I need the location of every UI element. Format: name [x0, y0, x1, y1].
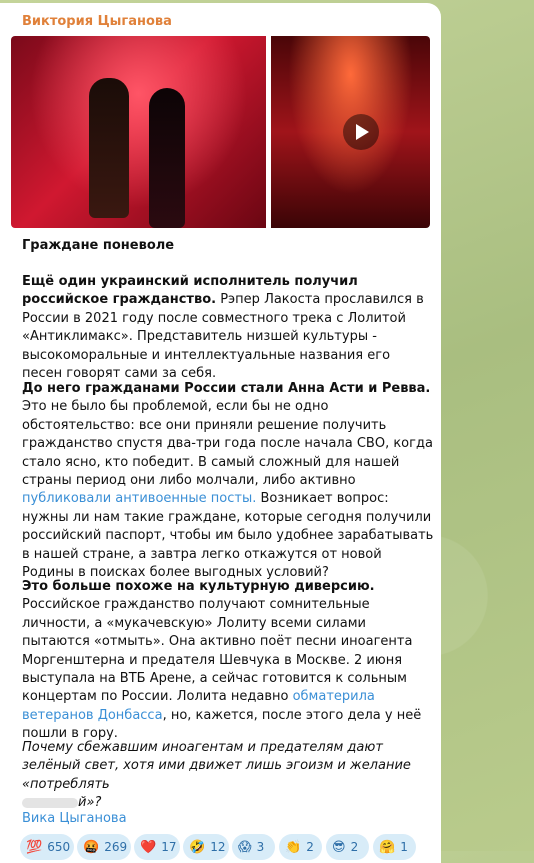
- paragraph-1-body: Рэпер Лакоста прославился в России в 2021 году после совместного трека с Лолитой «Антиклимакс». Представитель низшей культуры - высокоморальные и интеллектуальные названия его песен говорят сами за себя.: [22, 292, 424, 382]
- reaction-count: 3: [256, 840, 265, 854]
- sunglasses-icon: 😎: [332, 840, 346, 855]
- reaction-hug[interactable]: [373, 834, 416, 860]
- paragraph-3-lead: Это больше похоже на культурную диверсию.: [22, 579, 375, 594]
- paragraph-3-body-end: , но, кажется, после этого дела у неё пошли в гору.: [22, 707, 422, 742]
- reaction-count: 2: [306, 840, 314, 854]
- heart-icon: ❤️: [140, 840, 157, 855]
- paragraph-3: [22, 578, 434, 744]
- media-album: [11, 36, 430, 228]
- reaction-count: 650: [47, 840, 71, 854]
- reaction-count: 269: [104, 840, 128, 854]
- author-name[interactable]: Виктория Цыганова: [22, 14, 172, 29]
- reaction-count: 12: [210, 840, 226, 854]
- paragraph-2-body-end: Возникает вопрос: нужны ли нам такие граждане, которые сегодня получили российский паспорт, чтобы им было удобнее зарабатывать в нашей стране, а завтра легко откажутся от новой Родины в поисках более выгодных условий?: [22, 491, 434, 581]
- antiwar-posts-link[interactable]: публиковали антивоенные посты.: [22, 491, 257, 507]
- reaction-count: 1: [400, 840, 408, 854]
- hugging-icon: 🤗: [379, 840, 396, 855]
- scream-icon: 😱: [238, 840, 252, 855]
- reaction-count: 17: [161, 840, 177, 854]
- reaction-scream[interactable]: [232, 834, 275, 860]
- performer-figure: [89, 78, 129, 218]
- veterans-link[interactable]: обматерила ветеранов Донбасса: [22, 689, 375, 723]
- reaction-rofl[interactable]: [183, 834, 229, 860]
- reaction-cursing[interactable]: [77, 834, 131, 860]
- paragraph-1: [22, 273, 434, 383]
- paragraph-2-lead: До него гражданами России стали Анна Асти и Ревва.: [22, 381, 431, 396]
- reaction-clap[interactable]: [279, 834, 322, 860]
- performer-figure: [149, 88, 185, 228]
- paragraph-3-body: Российское гражданство получают сомнительные личности, а «мукачевскую» Лолиту всеми силами пытаются «отмыть». Она активно поёт песни иноагента Моргенштерна и предателя Шевчука в Москве. 2 июня выступала на ВТБ Арене, а сейчас готовится к сольным концертам по России. Лолита недавно: [22, 597, 413, 705]
- paragraph-4: [22, 739, 434, 813]
- concert-video-thumbnail[interactable]: [271, 36, 430, 228]
- cursing-face-icon: 🤬: [83, 840, 100, 855]
- reaction-hundred[interactable]: [20, 834, 74, 860]
- reaction-heart[interactable]: [134, 834, 180, 860]
- spoiler-mask[interactable]: [22, 798, 78, 808]
- rofl-icon: 🤣: [189, 840, 206, 855]
- post-title: Граждане поневоле: [22, 238, 175, 253]
- message-bubble: [0, 3, 441, 863]
- hundred-icon: 💯: [26, 840, 43, 855]
- paragraph-1-lead: Ещё один украинский исполнитель получил российское гражданство.: [22, 274, 358, 308]
- paragraph-4-body: Почему сбежавшим иноагентам и предателям дают зелёный свет, хотя ими движет лишь эгоизм и желание «потреблять: [22, 740, 411, 792]
- paragraph-4-tail: й»?: [78, 795, 102, 811]
- play-icon[interactable]: [343, 114, 379, 150]
- reaction-cool[interactable]: [326, 834, 369, 860]
- paragraph-2-body: Это не было бы проблемой, если бы не одно обстоятельство: все они приняли решение получить гражданство спустя два-три года после начала СВО, когда стало ясно, кто победит. В самый сложный для нашей страны период они либо молчали, либо активно: [22, 399, 433, 489]
- clap-icon: 👏: [285, 840, 302, 855]
- concert-photo[interactable]: [11, 36, 266, 228]
- paragraph-2: [22, 380, 434, 582]
- reaction-count: 2: [350, 840, 359, 854]
- signature-link[interactable]: Вика Цыганова: [22, 811, 127, 826]
